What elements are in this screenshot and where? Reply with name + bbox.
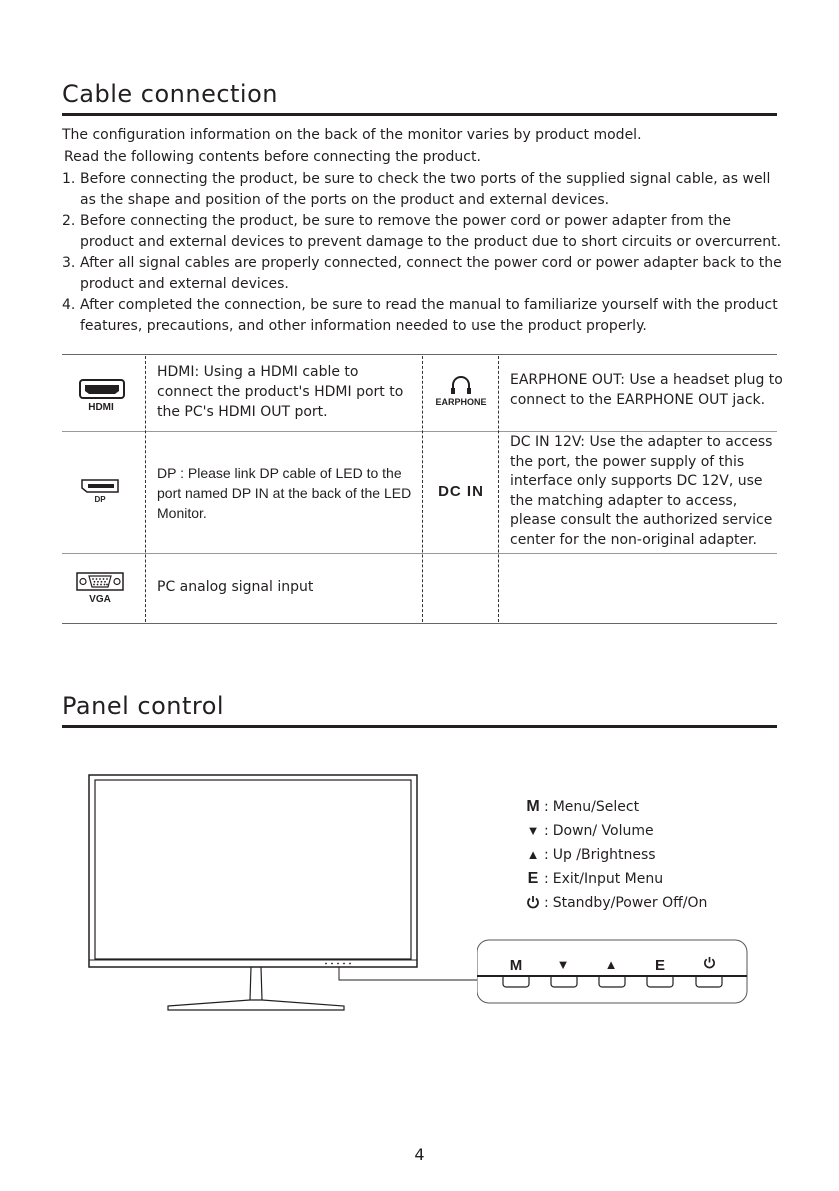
dp-port-icon bbox=[81, 479, 119, 493]
callout-line bbox=[428, 977, 480, 983]
earphone-label: EARPHONE bbox=[435, 397, 487, 407]
down-arrow-icon: ▼ bbox=[526, 823, 540, 838]
panel-button-up[interactable]: ▲ bbox=[604, 957, 618, 972]
dp-label: DP bbox=[94, 495, 106, 504]
monitor-illustration bbox=[88, 770, 428, 1015]
legend-item-power: : Standby/Power Off/On bbox=[523, 895, 707, 911]
table-row-divider bbox=[62, 553, 777, 554]
dc-in-description: DC IN 12V: Use the adapter to access the port, the power supply of this interface only supports DC 12V, use the matching adapter to access, please consult the authorized service center for the non-original adapter. bbox=[510, 434, 773, 548]
headphone-icon bbox=[449, 374, 473, 396]
table-row-divider bbox=[62, 431, 777, 432]
power-icon bbox=[703, 956, 716, 969]
legend-item-up: ▲ : Up /Brightness bbox=[523, 847, 656, 863]
step-item: 4. After completed the connection, be sure to read the manual to familiarize yourself with the product features, precautions, and other information needed to use the product properly. bbox=[62, 297, 778, 334]
intro-line-2: Read the following contents before connecting the product. bbox=[64, 149, 481, 165]
section-title-cable-connection: Cable connection bbox=[62, 80, 278, 108]
panel-button-menu[interactable]: M bbox=[509, 957, 523, 974]
table-border-bottom bbox=[62, 623, 777, 624]
step-item: 1. Before connecting the product, be sure to check the two ports of the supplied signal cable, as well as the shape and position of the ports on the product and external devices. bbox=[62, 171, 771, 208]
table-border-top bbox=[62, 354, 777, 355]
step-list bbox=[62, 169, 784, 337]
step-item: 2. Before connecting the product, be sure to remove the power cord or power adapter from the product and external devices to prevent damage to the product due to short circuits or overcurrent. bbox=[62, 213, 782, 250]
exit-key-icon: E bbox=[527, 870, 539, 887]
vga-port-icon bbox=[76, 572, 124, 592]
intro-line-1: The configuration information on the back of the monitor varies by product model. bbox=[62, 127, 642, 143]
power-icon bbox=[523, 895, 543, 911]
legend-item-down: ▼ : Down/ Volume bbox=[523, 823, 654, 839]
legend-item-exit: E : Exit/Input Menu bbox=[523, 871, 663, 887]
panel-button-exit[interactable]: E bbox=[654, 957, 665, 974]
hdmi-port-icon bbox=[79, 379, 125, 401]
legend-item-menu: M : Menu/Select bbox=[523, 799, 639, 815]
panel-button-down[interactable]: ▼ bbox=[556, 957, 570, 972]
panel-button-power[interactable] bbox=[697, 956, 721, 973]
table-column-divider bbox=[498, 356, 499, 622]
hdmi-label: HDMI bbox=[88, 402, 114, 413]
step-item: 3. After all signal cables are properly connected, connect the power cord or power adapter back to the product and external devices. bbox=[62, 255, 782, 292]
page-number: 4 bbox=[414, 1145, 425, 1164]
hdmi-description: HDMI: Using a HDMI cable to connect the product's HDMI port to the PC's HDMI OUT port. bbox=[157, 364, 404, 420]
title-underline bbox=[62, 725, 777, 728]
section-title-panel-control: Panel control bbox=[62, 692, 225, 720]
title-underline bbox=[62, 113, 777, 116]
dp-description: DP : Please link DP cable of LED to the port named DP IN at the back of the LED Monitor. bbox=[157, 465, 412, 521]
vga-label: VGA bbox=[89, 594, 111, 605]
menu-key-icon: M bbox=[526, 798, 540, 815]
up-arrow-icon: ▲ bbox=[526, 847, 540, 862]
vga-description: PC analog signal input bbox=[157, 579, 314, 595]
table-column-divider bbox=[145, 356, 146, 622]
dc-in-label: DC IN bbox=[438, 483, 484, 500]
table-column-divider bbox=[422, 356, 423, 622]
earphone-description: EARPHONE OUT: Use a headset plug to connect to the EARPHONE OUT jack. bbox=[510, 372, 783, 408]
